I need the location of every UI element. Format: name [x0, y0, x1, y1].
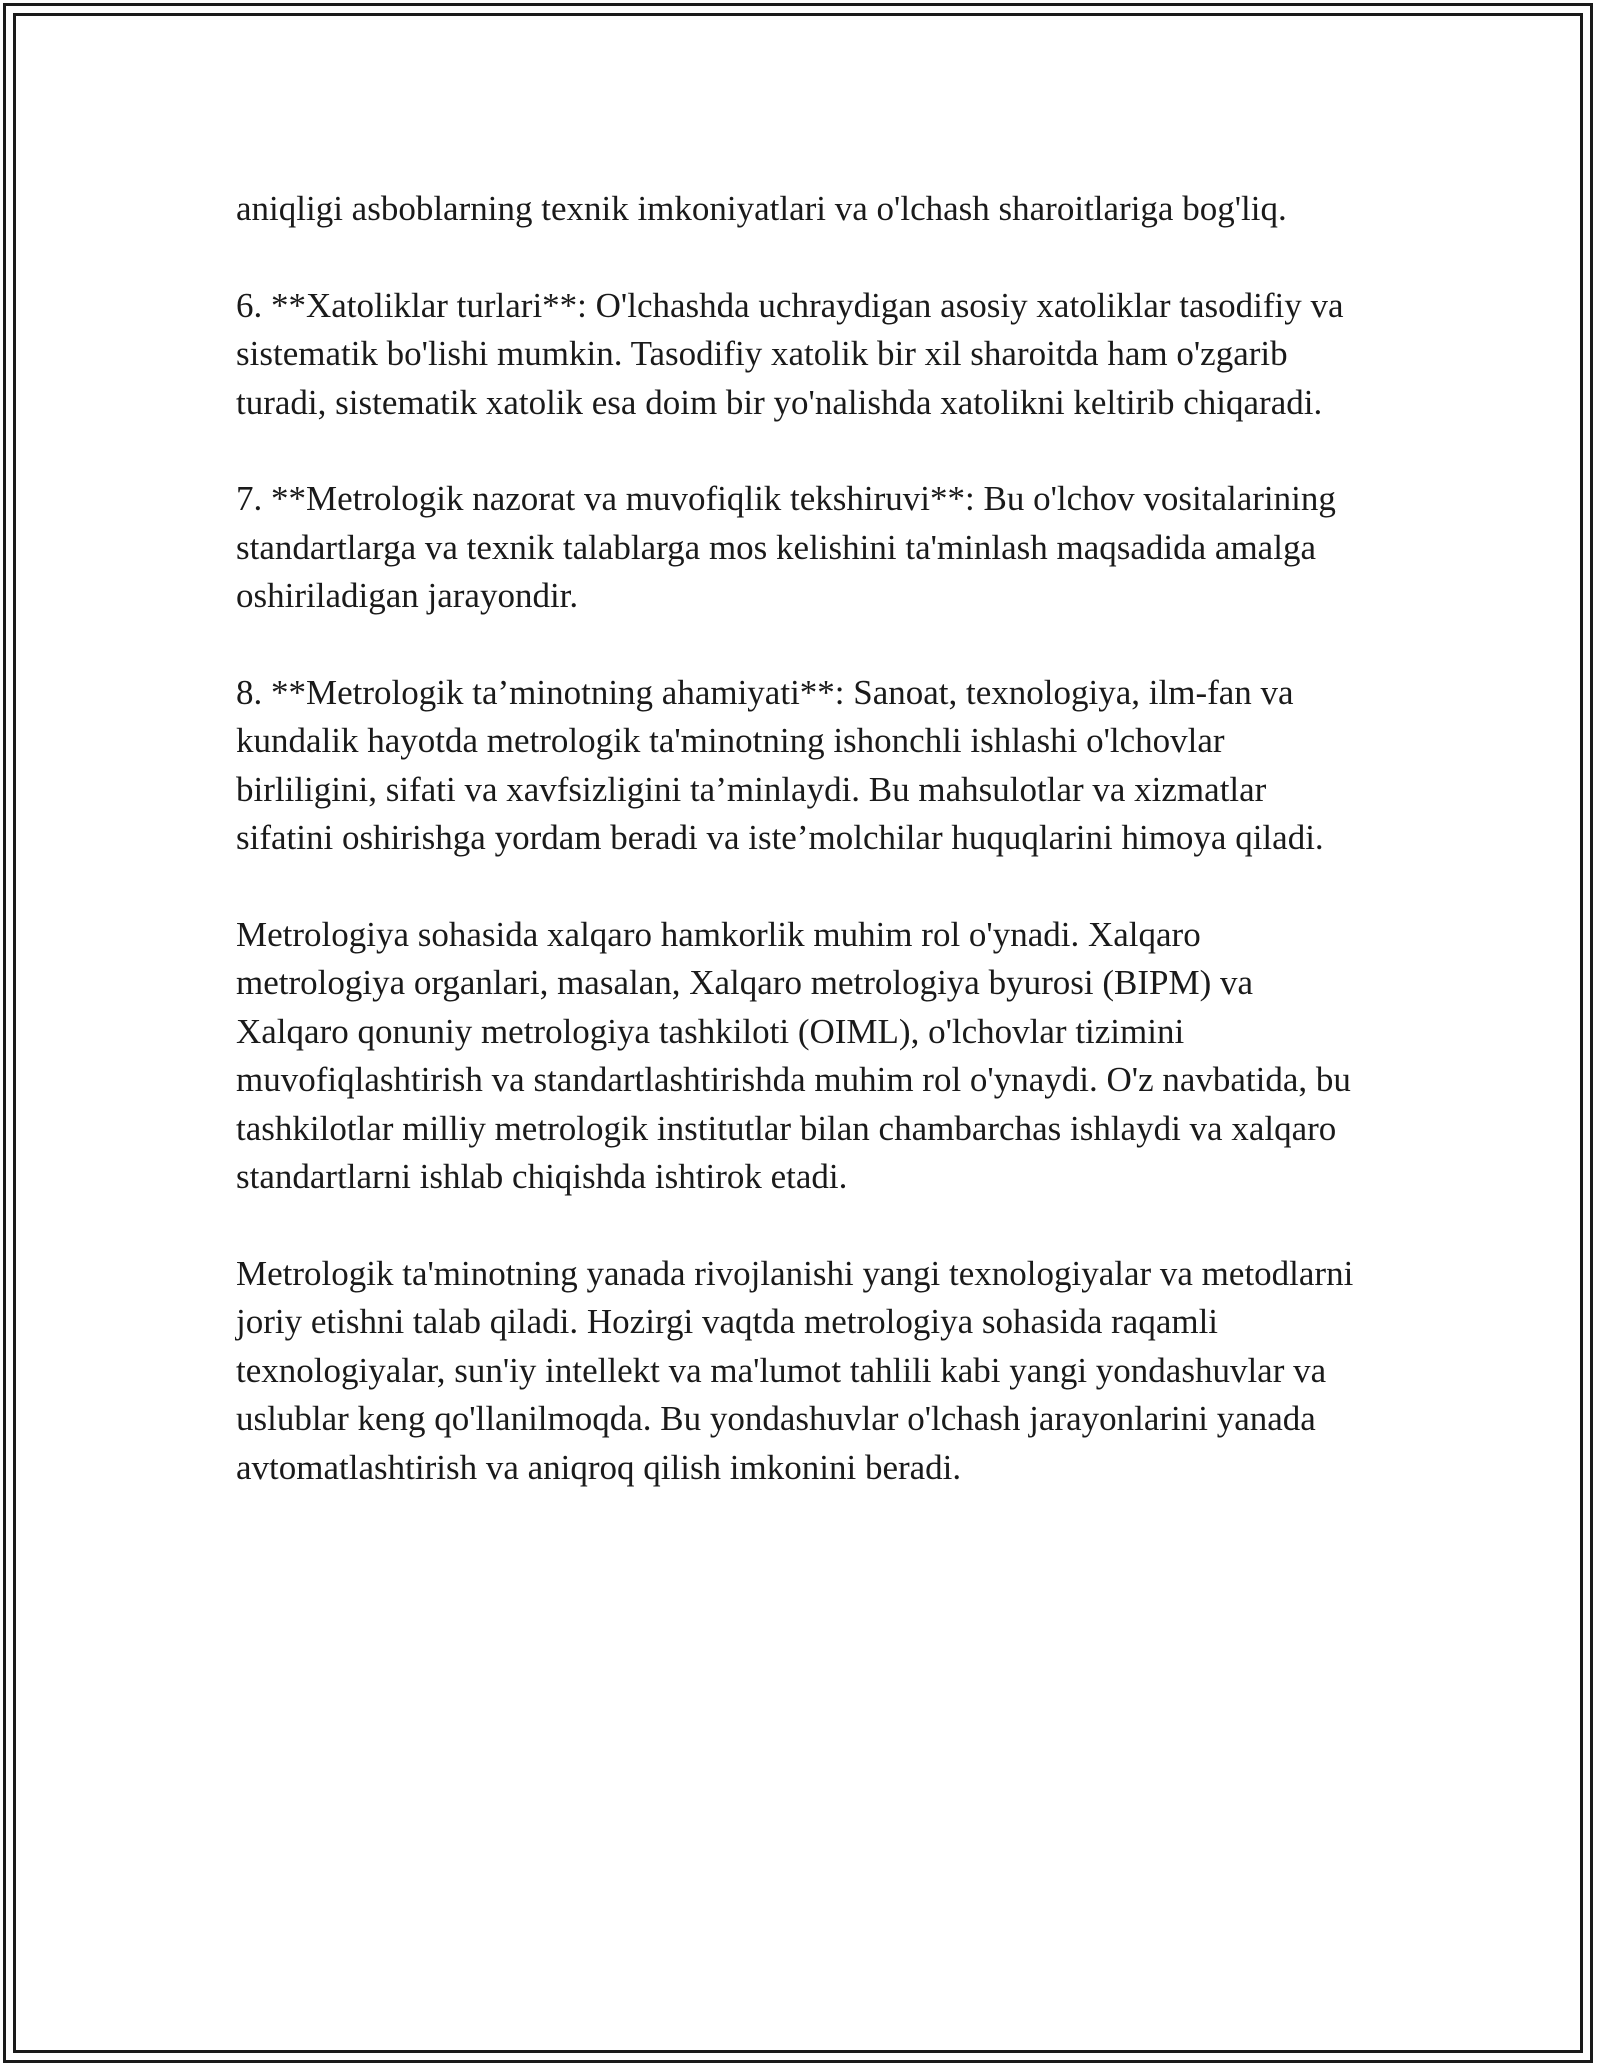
paragraph-metrological-control: 7. **Metrologik nazorat va muvofiqlik tekshiruvi**: Bu o'lchov vositalarining standartlarga va texnik talablarga mos kelishini ta'minlash maqsadida amalga oshiriladigan jarayondir. — [236, 479, 1336, 615]
document-body — [236, 185, 1366, 1540]
paragraph-metrology-importance: 8. **Metrologik ta’minotning ahamiyati**: Sanoat, texnologiya, ilm-fan va kundalik hayotda metrologik ta'minotning ishonchli ishlashi o'lchovlar birliligini, sifati va xavfsizligini ta’minlaydi. Bu mahsulotlar va xizmatlar sifatini oshirishga yordam beradi va iste’molchilar huquqlarini himoya qiladi. — [236, 672, 1324, 857]
paragraph-future-development: Metrologik ta'minotning yanada rivojlanishi yangi texnologiyalar va metodlarni joriy etishni talab qiladi. Hozirgi vaqtda metrologiya sohasida raqamli texnologiyalar, sun'iy intellekt va ma'lumot tahlili kabi yangi yondashuvlar va uslublar keng qo'llanilmoqda. Bu yondashuvlar o'lchash jarayonlarini yanada avtomatlashtirish va aniqroq qilish imkonini beradi. — [236, 1253, 1354, 1487]
paragraph-international-cooperation: Metrologiya sohasida xalqaro hamkorlik muhim rol o'ynadi. Xalqaro metrologiya organlari, masalan, Xalqaro metrologiya byurosi (BIPM) va Xalqaro qonuniy metrologiya tashkiloti (OIML), o'lchovlar tizimini muvofiqlashtirish va standartlashtirishda muhim rol o'ynaydi. O'z navbatida, bu tashkilotlar milliy metrologik institutlar bilan chambarchas ishlaydi va xalqaro standartlarni ishlab chiqishda ishtirok etadi. — [236, 914, 1351, 1196]
paragraph-accuracy-continuation: aniqligi asboblarning texnik imkoniyatlari va o'lchash sharoitlariga bog'liq. — [236, 189, 1287, 228]
paragraph-error-types: 6. **Xatoliklar turlari**: O'lchashda uchraydigan asosiy xatoliklar tasodifiy va sistematik bo'lishi mumkin. Tasodifiy xatolik bir xil sharoitda ham o'zgarib turadi, sistematik xatolik esa doim bir yo'nalishda xatolikni keltirib chiqaradi. — [236, 285, 1344, 422]
